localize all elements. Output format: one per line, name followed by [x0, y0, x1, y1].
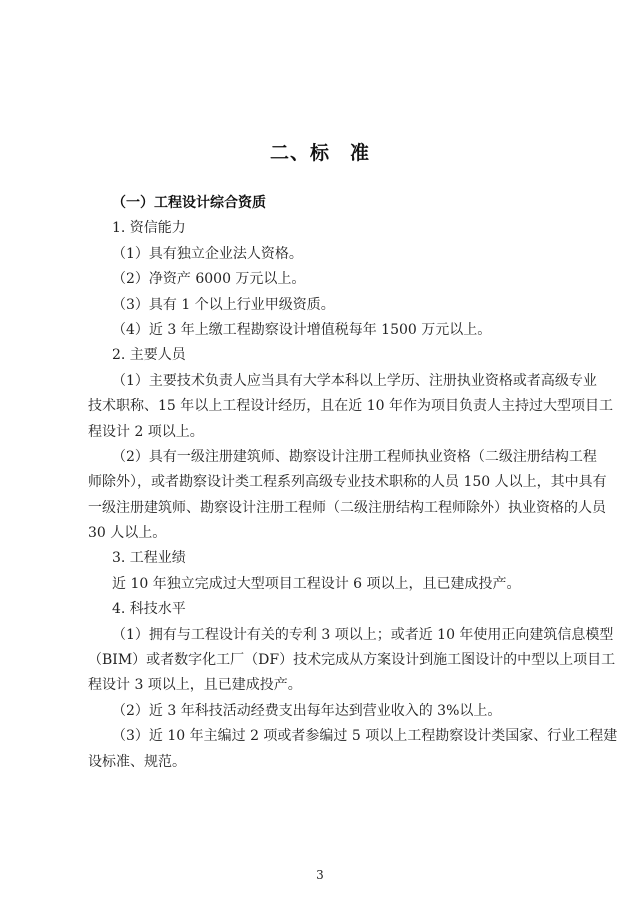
document-body [88, 191, 618, 775]
list-item: （4）近 3 年上缴工程勘察设计增值税每年 1500 万元以上。 [112, 321, 492, 338]
paragraph-line: 30 人以上。 [88, 525, 167, 542]
subheading-performance: 3. 工程业绩 [112, 550, 186, 567]
paragraph-line: （1）主要技术负责人应当具有大学本科以上学历、注册执业资格或者高级专业 [112, 372, 597, 389]
paragraph-line: 程设计 3 项以上，且已建成投产。 [88, 677, 302, 694]
page-title: 二、标 准 [269, 142, 370, 164]
paragraph-line: （2）具有一级注册建筑师、勘察设计注册工程师执业资格（二级注册结构工程 [112, 448, 597, 465]
paragraph-line: 技术职称、15 年以上工程设计经历，且在近 10 年作为项目负责人主持过大型项目工 [88, 398, 613, 415]
subheading-personnel: 2. 主要人员 [112, 347, 186, 364]
subheading-credit: 1. 资信能力 [112, 220, 186, 237]
paragraph-line: 程设计 2 项以上。 [88, 423, 204, 440]
paragraph-line: 设标准、规范。 [88, 753, 186, 770]
paragraph-line: （1）拥有与工程设计有关的专利 3 项以上；或者近 10 年使用正向建筑信息模型 [112, 626, 614, 643]
page-number: 3 [316, 868, 324, 882]
paragraph-line: 一级注册建筑师、勘察设计注册工程师（二级注册结构工程师除外）执业资格的人员 [88, 499, 606, 516]
list-item: （1）具有独立企业法人资格。 [112, 245, 303, 262]
paragraph-line: （BIM）或者数字化工厂（DF）技术完成从方案设计到施工图设计的中型以上项目工 [88, 652, 616, 669]
paragraph-line: （3）近 10 年主编过 2 项或者参编过 5 项以上工程勘察设计类国家、行业工程建 [112, 728, 618, 745]
paragraph-line: 近 10 年独立完成过大型项目工程设计 6 项以上，且已建成投产。 [112, 575, 521, 592]
list-item: （2）净资产 6000 万元以上。 [112, 271, 306, 288]
list-item: （3）具有 1 个以上行业甲级资质。 [112, 296, 335, 313]
section-heading: （一）工程设计综合资质 [112, 195, 266, 211]
paragraph-line: （2）近 3 年科技活动经费支出每年达到营业收入的 3%以上。 [112, 702, 502, 719]
paragraph-line: 师除外），或者勘察设计类工程系列高级专业技术职称的人员 150 人以上，其中具有 [88, 474, 607, 491]
subheading-technology: 4. 科技水平 [112, 601, 186, 618]
